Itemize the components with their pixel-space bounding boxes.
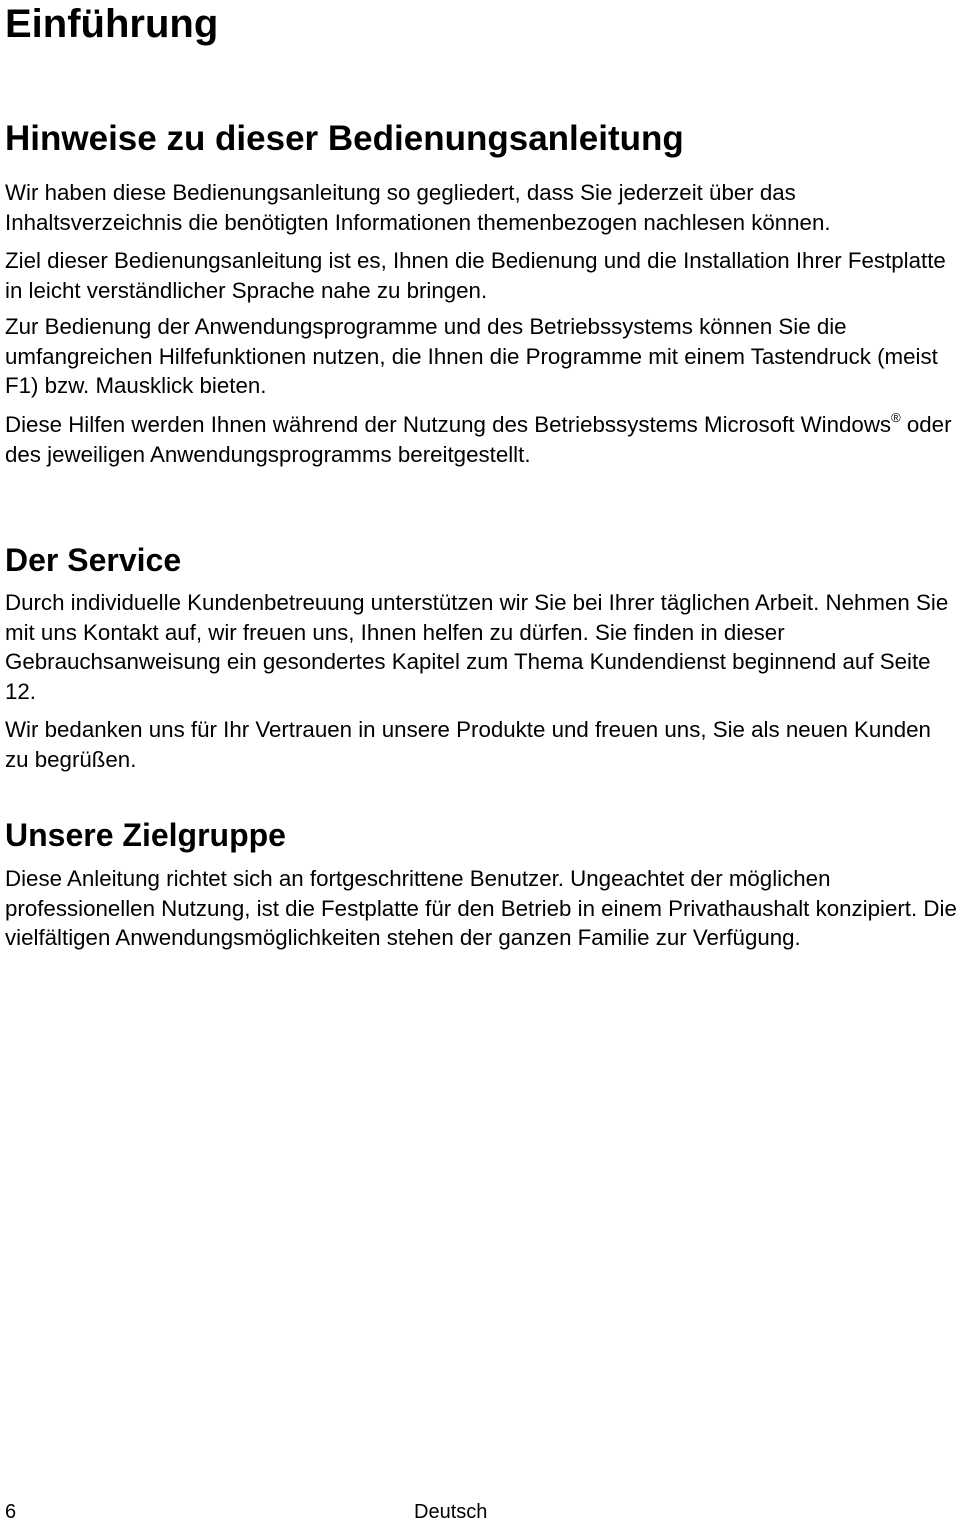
section-heading-service: Der Service — [5, 542, 182, 578]
footer-language: Deutsch — [414, 1501, 488, 1523]
section-heading-zielgruppe: Unsere Zielgruppe — [5, 817, 286, 853]
paragraph-hinweise-4-text-before: Diese Hilfen werden Ihnen während der Nutzung des Betriebssystems Microsoft Windows — [5, 412, 892, 437]
registered-mark: ® — [891, 410, 901, 425]
paragraph-hinweise-3: Zur Bedienung der Anwendungsprogramme und des Betriebssystems können Sie die umfangreichen Hilfefunktionen nutzen, die Ihnen die Programme mit einem Tastendruck (meist F1) bzw. Mausklick bieten. — [5, 314, 938, 399]
paragraph-hinweise-1: Wir haben diese Bedienungsanleitung so gegliedert, dass Sie jederzeit über das Inhaltsverzeichnis die benötigten Informationen themenbezogen nachlesen können. — [5, 180, 831, 235]
paragraph-hinweise-4-text-after: oder des jeweiligen Anwendungsprogramms bereitgestellt. — [5, 412, 952, 467]
paragraph-service-2: Wir bedanken uns für Ihr Vertrauen in unsere Produkte und freuen uns, Sie als neuen Kunden zu begrüßen. — [5, 717, 931, 772]
paragraph-zielgruppe-1: Diese Anleitung richtet sich an fortgeschrittene Benutzer. Ungeachtet der möglichen professionellen Nutzung, ist die Festplatte für den Betrieb in einem Privathaushalt konzipiert. Die vielfältigen Anwendungsmöglichkeiten stehen der ganzen Familie zur Verfügung. — [5, 866, 957, 951]
paragraph-hinweise-2: Ziel dieser Bedienungsanleitung ist es, Ihnen die Bedienung und die Installation Ihrer Festplatte in leicht verständlicher Sprache nahe zu bringen. — [5, 248, 946, 303]
section-heading-hinweise: Hinweise zu dieser Bedienungsanleitung — [5, 119, 684, 158]
footer-page-number: 6 — [5, 1501, 17, 1523]
paragraph-service-1: Durch individuelle Kundenbetreuung unterstützen wir Sie bei Ihrer täglichen Arbeit. Nehmen Sie mit uns Kontakt auf, wir freuen uns, Ihnen helfen zu dürfen. Sie finden in dieser Gebrauchsanweisung ein gesondertes Kapitel zum Thema Kundendienst beginnend auf Seite 12. — [5, 590, 949, 704]
page-title: Einführung — [5, 2, 219, 46]
paragraph-hinweise-4 — [5, 410, 960, 469]
